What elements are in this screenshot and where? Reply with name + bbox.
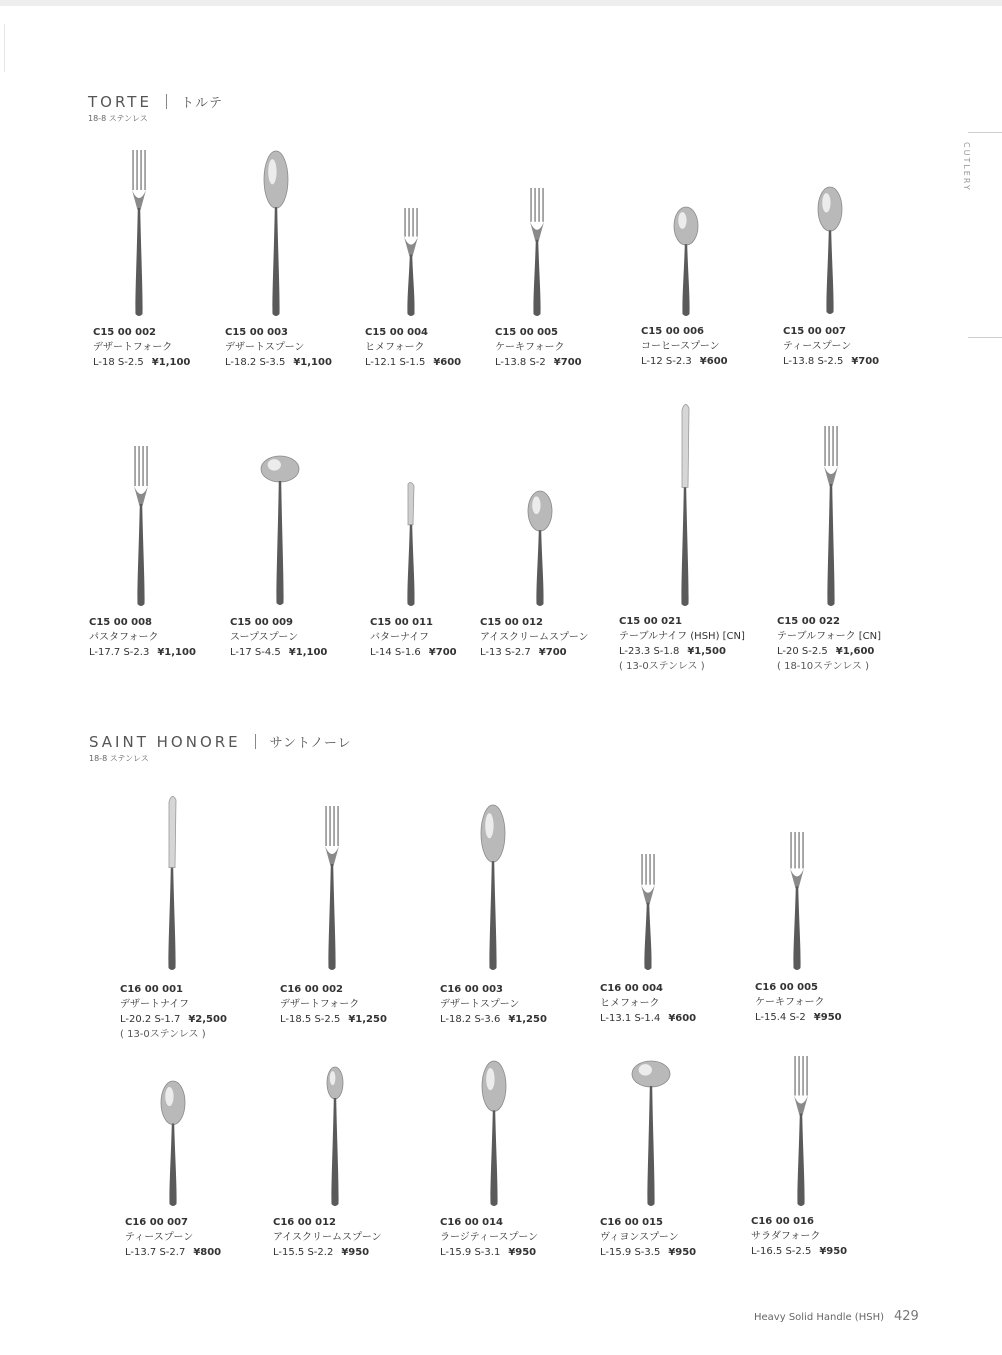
product-spec: L-18.2 S-3.5 [225,357,286,368]
ice-cream-spoon-icon [520,490,560,608]
table-knife-icon [665,400,705,608]
product-spec: L-12 S-2.3 [641,356,692,367]
product-code: C16 00 003 [440,984,504,995]
product-caption [480,615,589,660]
page-footer [754,1309,919,1324]
product-caption [440,982,547,1027]
table-fork-icon [811,426,851,608]
product-code: C16 00 014 [440,1217,504,1228]
product-code: C16 00 002 [280,984,344,995]
product-spec-line [600,1245,696,1260]
product-caption [751,1214,847,1259]
dessert-spoon-icon [256,150,296,318]
product-price: ¥700 [538,647,567,658]
product-image [811,426,851,608]
product-spec-line [93,355,190,370]
ice-cream-spoon-icon [315,1066,355,1208]
product-spec: L-17 S-4.5 [230,647,281,658]
product-code: C15 00 011 [370,617,434,628]
product-spec: L-13.8 S-2 [495,357,546,368]
product-name: デザートスプーン [225,342,305,353]
pasta-fork-icon [121,446,161,608]
dessert-fork-icon [119,150,159,318]
product-spec-line [89,645,196,660]
large-tea-spoon-icon [474,1060,514,1208]
product-image [152,792,192,972]
product-spec-line [755,1010,842,1025]
product-price: ¥1,100 [288,647,328,658]
dessert-fork-icon [312,806,352,972]
product-caption [783,324,879,369]
dessert-knife-icon [152,792,192,972]
soup-spoon-icon [258,455,302,607]
product-material-note: ( 13-0ステンレス ) [120,1029,206,1040]
product-spec: L-13.1 S-1.4 [600,1013,661,1024]
section-title-jp: サントノーレ [269,736,352,751]
product-price: ¥800 [193,1247,222,1258]
product-code: C16 00 005 [755,982,819,993]
bouillon-spoon-icon [629,1060,673,1208]
product-caption [619,614,745,674]
product-spec-line [440,1245,538,1260]
product-spec: L-20.2 S-1.7 [120,1014,181,1025]
product-code: C15 00 005 [495,327,559,338]
product-code: C15 00 002 [93,327,157,338]
product-name: アイスクリームスプーン [273,1232,382,1243]
product-name: ラージティースプーン [440,1232,538,1243]
product-name: サラダフォーク [751,1231,821,1242]
footer-text: Heavy Solid Handle (HSH) [754,1312,884,1323]
side-tab-rule-top [968,132,1002,133]
product-code: C15 00 008 [89,617,153,628]
product-name: コーヒースプーン [641,341,720,352]
product-spec-line [777,644,881,659]
product-code: C16 00 012 [273,1217,337,1228]
section-material: 18-8 ステンレス [89,754,149,763]
tea-spoon-icon [810,186,850,316]
product-caption [495,325,582,370]
product-name: パスタフォーク [89,632,159,643]
product-price: ¥950 [813,1012,842,1023]
title-divider [166,94,167,109]
product-price: ¥700 [428,647,457,658]
product-name: テーブルナイフ (HSH) [CN] [619,631,745,642]
product-caption [280,982,387,1027]
product-image [666,206,706,318]
product-price: ¥600 [668,1013,697,1024]
product-image [256,150,296,318]
product-caption [120,982,227,1042]
product-image [810,186,850,316]
product-spec-line [125,1245,221,1260]
product-image [629,1060,673,1208]
product-spec-line [619,644,745,659]
product-spec: L-14 S-1.6 [370,647,421,658]
product-spec: L-12.1 S-1.5 [365,357,426,368]
product-price: ¥950 [341,1247,370,1258]
product-spec-line [440,1012,547,1027]
dessert-spoon-icon [473,804,513,972]
product-name: デザートフォーク [93,342,173,353]
product-price: ¥950 [819,1246,848,1257]
product-code: C16 00 016 [751,1216,815,1227]
product-code: C15 00 021 [619,616,683,627]
product-name: ティースプーン [125,1232,194,1243]
product-spec-line [230,645,327,660]
product-price: ¥1,100 [157,647,196,658]
product-spec-line [783,354,879,369]
product-price: ¥1,100 [151,357,191,368]
product-price: ¥1,100 [293,357,332,368]
hime-fork-icon [628,854,668,972]
product-caption [370,615,457,660]
tea-spoon-icon [153,1080,193,1208]
product-caption [89,615,196,660]
product-code: C15 00 009 [230,617,294,628]
product-caption [365,325,461,370]
product-code: C15 00 012 [480,617,544,628]
product-name: ヴィヨンスプーン [600,1232,679,1243]
top-border [0,0,1002,6]
product-caption [93,325,190,370]
product-code: C16 00 015 [600,1217,664,1228]
product-image [628,854,668,972]
product-image [520,490,560,608]
section-title-en: SAINT HONORE [89,732,241,751]
product-caption [777,614,881,674]
product-price: ¥1,600 [835,646,875,657]
product-price: ¥600 [699,356,728,367]
product-caption [600,1215,696,1260]
side-tab-rule-bottom [968,337,1002,338]
section-title-jp: トルテ [180,96,223,111]
product-spec-line [280,1012,387,1027]
product-image [665,400,705,608]
product-name: ケーキフォーク [495,342,565,353]
product-spec-line [273,1245,382,1260]
coffee-spoon-icon [666,206,706,318]
product-spec: L-13.7 S-2.7 [125,1247,186,1258]
product-price: ¥700 [851,356,880,367]
product-caption [440,1215,538,1260]
product-spec: L-15.4 S-2 [755,1012,806,1023]
product-name: ヒメフォーク [600,998,660,1009]
product-code: C16 00 004 [600,983,664,994]
product-spec-line [600,1011,696,1026]
product-image [315,1066,355,1208]
salad-fork-icon [781,1056,821,1208]
cake-fork-icon [777,832,817,972]
product-name: テーブルフォーク [CN] [777,631,882,642]
product-caption [125,1215,221,1260]
product-price: ¥600 [433,357,462,368]
product-image [312,806,352,972]
product-caption [230,615,327,660]
product-code: C15 00 003 [225,327,289,338]
product-spec: L-15.9 S-3.5 [600,1247,661,1258]
product-image [119,150,159,318]
product-caption [755,980,842,1025]
product-code: C16 00 001 [120,984,184,995]
product-image [781,1056,821,1208]
product-code: C16 00 007 [125,1217,189,1228]
product-spec: L-16.5 S-2.5 [751,1246,812,1257]
product-caption [273,1215,382,1260]
product-caption [641,324,728,369]
product-image [153,1080,193,1208]
product-spec-line [365,355,461,370]
product-spec: L-17.7 S-2.3 [89,647,150,658]
product-name: バターナイフ [370,632,429,643]
product-name: デザートナイフ [120,999,189,1010]
product-spec: L-13.8 S-2.5 [783,356,844,367]
butter-knife-icon [391,480,431,608]
product-spec-line [641,354,728,369]
product-spec: L-23.3 S-1.8 [619,646,680,657]
product-spec: L-20 S-2.5 [777,646,828,657]
product-price: ¥950 [508,1247,537,1258]
product-spec: L-18.5 S-2.5 [280,1014,341,1025]
left-margin-mark [4,24,5,72]
product-price: ¥2,500 [188,1014,227,1025]
product-name: ケーキフォーク [755,997,825,1008]
title-divider [255,734,256,749]
product-material-note: ( 18-10ステンレス ) [777,661,869,672]
product-image [258,455,302,607]
product-spec-line [751,1244,847,1259]
product-price: ¥950 [668,1247,697,1258]
section-heading-saint-honore [89,732,352,764]
product-name: ヒメフォーク [365,342,425,353]
product-price: ¥1,250 [348,1014,387,1025]
product-name: アイスクリームスプーン [480,632,589,643]
product-price: ¥700 [553,357,582,368]
product-spec: L-18 S-2.5 [93,357,144,368]
product-image [391,208,431,318]
page-number: 429 [894,1309,919,1324]
product-caption [600,981,696,1026]
product-image [474,1060,514,1208]
product-image [777,832,817,972]
product-image [473,804,513,972]
product-spec: L-13 S-2.7 [480,647,531,658]
product-image [517,188,557,318]
product-spec-line [225,355,332,370]
product-name: デザートスプーン [440,999,520,1010]
product-image [391,480,431,608]
product-spec-line [370,645,457,660]
cake-fork-icon [517,188,557,318]
product-image [121,446,161,608]
product-material-note: ( 13-0ステンレス ) [619,661,705,672]
product-spec: L-15.5 S-2.2 [273,1247,334,1258]
product-name: ティースプーン [783,341,852,352]
product-code: C15 00 022 [777,616,841,627]
product-code: C15 00 006 [641,326,705,337]
product-spec: L-15.9 S-3.1 [440,1247,501,1258]
side-tab-label: CUTLERY [962,142,971,192]
product-name: デザートフォーク [280,999,360,1010]
product-spec: L-18.2 S-3.6 [440,1014,501,1025]
product-price: ¥1,500 [687,646,726,657]
section-heading-torte [88,92,223,124]
product-code: C15 00 007 [783,326,847,337]
product-code: C15 00 004 [365,327,429,338]
hime-fork-icon [391,208,431,318]
product-name: スープスプーン [230,632,299,643]
section-title-en: TORTE [88,92,152,111]
product-spec-line [120,1012,227,1027]
product-caption [225,325,332,370]
product-spec-line [495,355,582,370]
product-spec-line [480,645,589,660]
section-material: 18-8 ステンレス [88,114,148,123]
product-price: ¥1,250 [508,1014,547,1025]
